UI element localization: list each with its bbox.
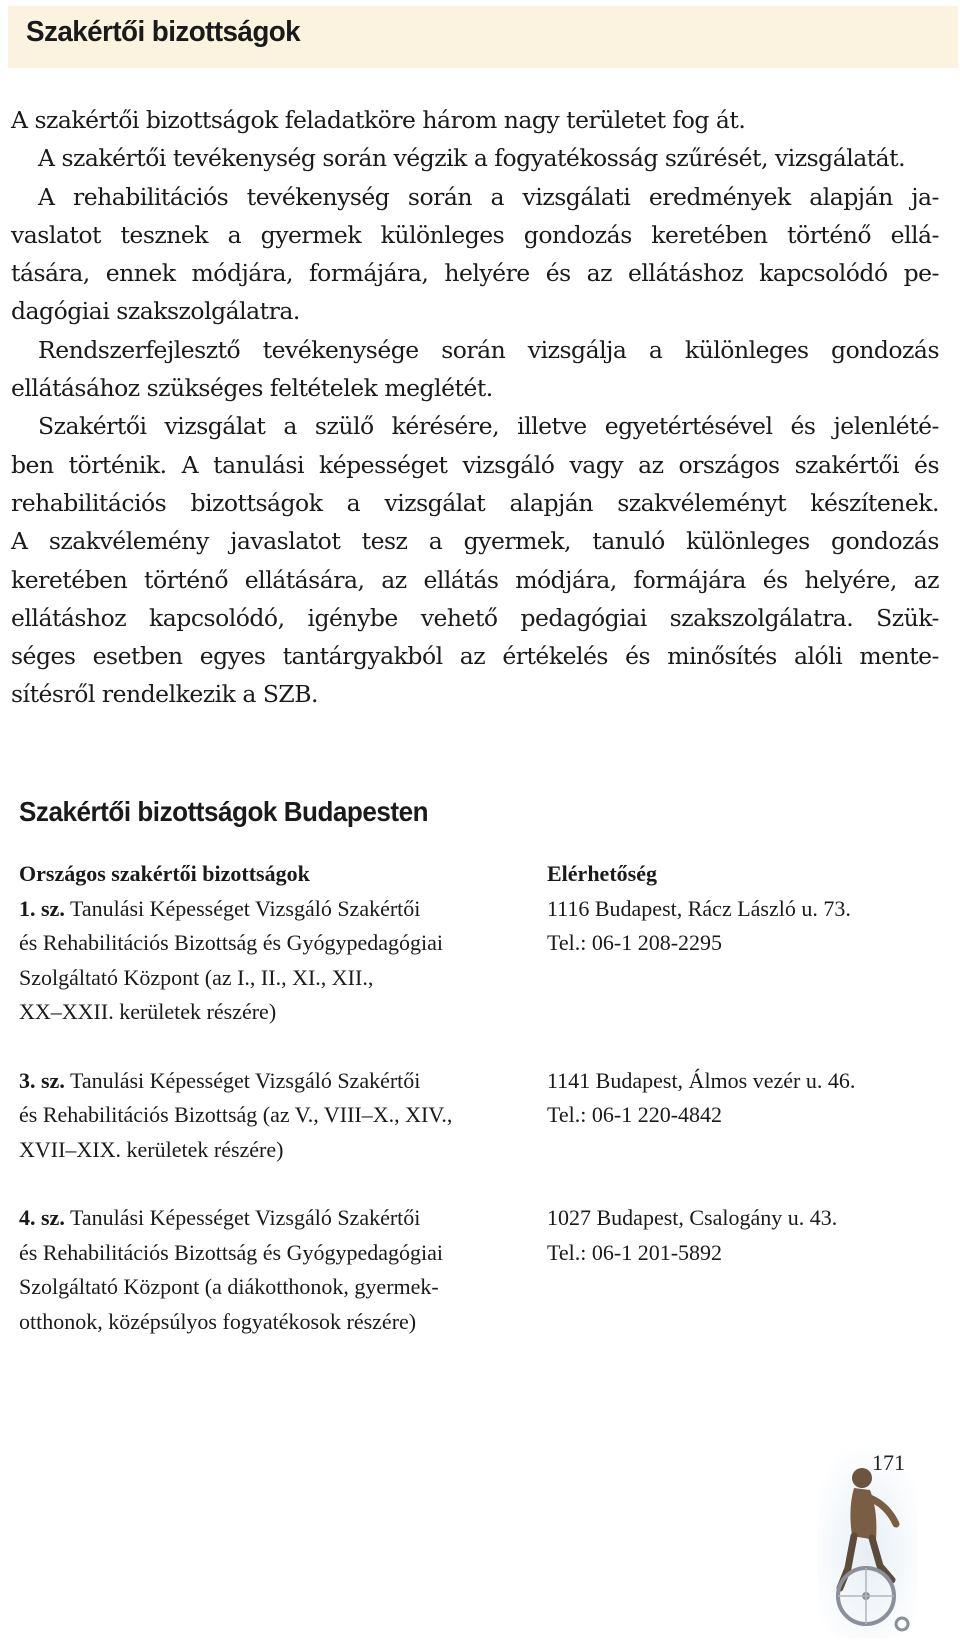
text-line: ellátásához szükséges feltételek meglétét. bbox=[11, 374, 493, 403]
text-line bbox=[19, 1064, 547, 1099]
text-line: tására, ennek módjára, formájára, helyére és az ellátáshoz kapcsolódó pe- bbox=[11, 259, 939, 288]
committee-description bbox=[19, 1064, 547, 1168]
text-line: otthonok, középsúlyos fogyatékosok részére) bbox=[19, 1308, 417, 1334]
text-line: rehabilitációs bizottságok a vizsgálat alapján szakvéleményt készítenek. bbox=[11, 488, 939, 517]
text-line: XX–XXII. kerületek részére) bbox=[19, 999, 277, 1024]
committee-name: Tanulási Képességet Vizsgáló Szakértői bbox=[69, 895, 421, 921]
address: 1141 Budapest, Álmos vezér u. 46. bbox=[547, 1067, 856, 1093]
committee-name: Tanulási Képességet Vizsgáló Szakértői bbox=[69, 1067, 421, 1093]
committee-description bbox=[19, 892, 547, 1030]
text-line bbox=[19, 1201, 547, 1236]
text-line: Szakértői vizsgálat a szülő kérésére, illetve egyetértésével és jelenlété- bbox=[38, 412, 939, 441]
paragraph-2 bbox=[11, 139, 939, 177]
table-row bbox=[19, 892, 919, 1030]
committee-number: 4. sz. bbox=[19, 1205, 65, 1230]
text-line: sítésről rendelkezik a SZB. bbox=[11, 680, 318, 709]
table-row bbox=[19, 1201, 919, 1339]
text-line: séges esetben egyes tantárgyakból az értékelés és minősítés alóli mente- bbox=[11, 642, 939, 671]
paragraph-5 bbox=[11, 407, 939, 713]
text-line: dagógiai szakszolgálatra. bbox=[11, 297, 300, 326]
committee-number: 3. sz. bbox=[19, 1067, 65, 1093]
text-line: A szakvélemény javaslatot tesz a gyermek, tanuló különleges gondozás bbox=[11, 527, 939, 556]
phone: Tel.: 06-1 208-2295 bbox=[547, 930, 723, 955]
text-line: XVII–XIX. kerületek részére) bbox=[19, 1136, 284, 1162]
text-line: ellátáshoz kapcsolódó, igénybe vehető pedagógiai szakszolgálatra. Szük- bbox=[11, 603, 939, 632]
text-line: és Rehabilitációs Bizottság (az V., VIII–X., XIV., bbox=[19, 1102, 453, 1127]
address: 1116 Budapest, Rácz László u. 73. bbox=[547, 895, 851, 921]
committee-description bbox=[19, 1201, 547, 1339]
committee-contact bbox=[547, 1064, 919, 1168]
committee-number: 1. sz. bbox=[19, 895, 65, 921]
text-line: A rehabilitációs tevékenység során a vizsgálati eredmények alapján ja- bbox=[38, 182, 939, 211]
phone: Tel.: 06-1 220-4842 bbox=[547, 1102, 723, 1127]
table-row bbox=[19, 1064, 919, 1168]
text-line: Szolgáltató Központ (a diákotthonok, gyermek- bbox=[19, 1274, 439, 1299]
text-line bbox=[19, 892, 547, 927]
table-header bbox=[19, 857, 919, 892]
text-line: Szolgáltató Központ (az I., II., XI., XII., bbox=[19, 964, 374, 990]
paragraph-3 bbox=[11, 178, 939, 331]
text-line: és Rehabilitációs Bizottság és Gyógypedagógiai bbox=[19, 1239, 444, 1265]
paragraph-1 bbox=[11, 101, 939, 139]
text-line: A szakértői tevékenység során végzik a fogyatékosság szűrését, vizsgálatát. bbox=[38, 144, 906, 173]
text-line: vaslatot tesznek a gyermek különleges gondozás keretében történő ellá- bbox=[11, 220, 939, 249]
text-line: Rendszerfejlesztő tevékenysége során vizsgálja a különleges gondozás bbox=[38, 335, 939, 364]
committee-contact bbox=[547, 1201, 919, 1339]
text-line: A szakértői bizottságok feladatköre három nagy területet fog át. bbox=[11, 106, 746, 134]
paragraph-4 bbox=[11, 331, 939, 408]
intro-text bbox=[11, 101, 939, 714]
phone: Tel.: 06-1 201-5892 bbox=[547, 1239, 723, 1265]
text-line: ben történik. A tanulási képességet vizsgáló vagy az országos szakértői és bbox=[11, 450, 939, 479]
committee-table bbox=[19, 857, 919, 1339]
address: 1027 Budapest, Csalogány u. 43. bbox=[547, 1205, 838, 1230]
committee-contact bbox=[547, 892, 919, 1030]
wheelchair-figure-icon bbox=[818, 1448, 918, 1638]
text-line: keretében történő ellátására, az ellátás módjára, formájára és helyére, az bbox=[11, 565, 939, 594]
page-number: 171 bbox=[872, 1450, 905, 1475]
section-title: Szakértői bizottságok Budapesten bbox=[19, 796, 429, 827]
text-line: és Rehabilitációs Bizottság és Gyógypedagógiai bbox=[19, 930, 444, 955]
committee-name: Tanulási Képességet Vizsgáló Szakértői bbox=[69, 1205, 421, 1230]
page-title: Szakértői bizottságok bbox=[26, 16, 301, 48]
column-header-committees: Országos szakértői bizottságok bbox=[19, 861, 310, 886]
column-header-contact: Elérhetőség bbox=[547, 861, 657, 886]
